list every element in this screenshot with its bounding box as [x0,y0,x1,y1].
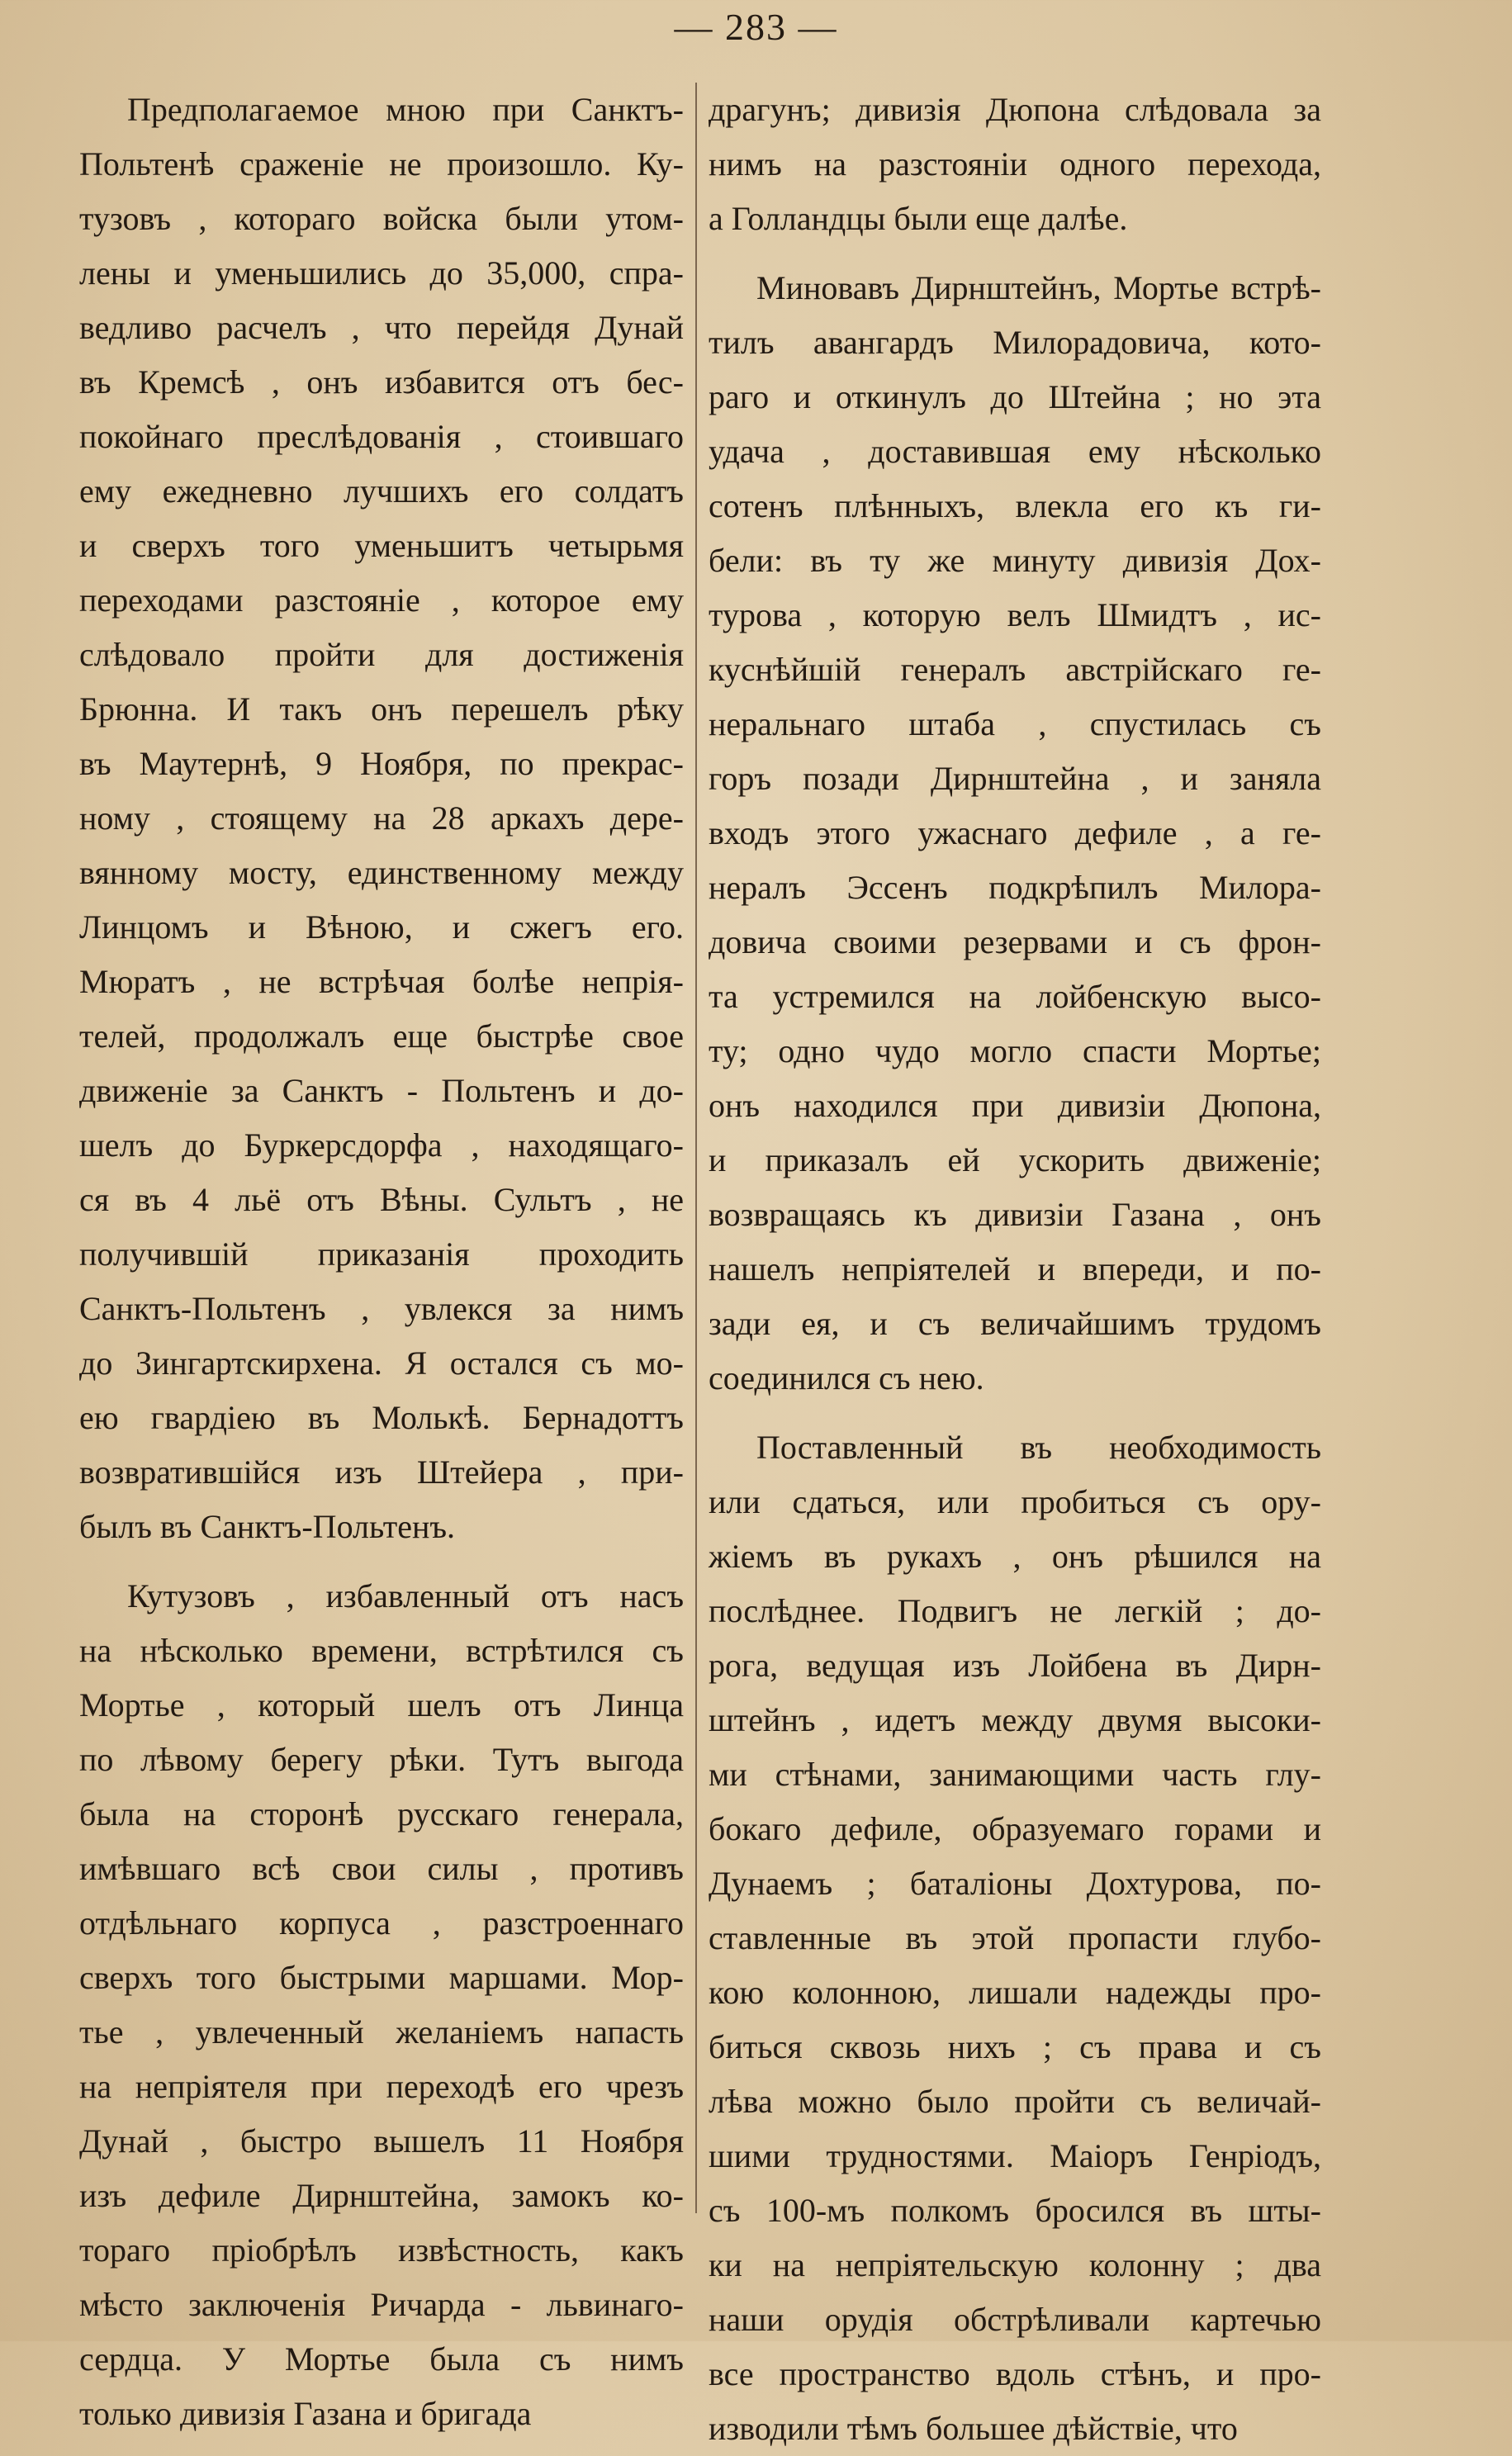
text-line: драгунъ; дивизія Дюпона слѣдовала за [709,91,1321,128]
text-line: шими трудностями. Маіоръ Генріодъ, [709,2137,1321,2174]
text-line: куснѣйшій генералъ австрійскаго ге- [709,651,1321,688]
text-line: биться сквозь нихъ ; съ права и съ [709,2028,1321,2065]
text-line: сотенъ плѣнныхъ, влекла его къ ги- [709,487,1321,524]
text-line: шелъ до Буркерсдорфа , находящаго- [79,1126,684,1164]
text-line: возвращаясь къ дивизіи Газана , онъ [709,1196,1321,1233]
text-line: переходами разстояніе , которое ему [79,581,684,619]
text-line: до Зингартскирхена. Я остался съ мо- [79,1344,684,1382]
text-line: возвратившійся изъ Штейера , при- [79,1453,684,1491]
column-divider [695,83,697,2213]
text-line: бокаго дефиле, образуемаго горами и [709,1810,1321,1847]
text-line: Мюратъ , не встрѣчая болѣе непрія- [79,963,684,1000]
text-line: тилъ авангардъ Милорадовича, кото- [709,324,1321,361]
text-line: по лѣвому берегу рѣки. Тутъ выгода [79,1741,684,1778]
text-line: все пространство вдоль стѣнъ, и про- [709,2355,1321,2392]
text-line: раго и откинулъ до Штейна ; но эта [709,378,1321,415]
text-line: съ 100-мъ полкомъ бросился въ шты- [709,2192,1321,2229]
text-line: и сверхъ того уменьшитъ четырьмя [79,527,684,564]
text-line: довича своими резервами и съ фрон- [709,923,1321,960]
text-line: Дунай , быстро вышелъ 11 Ноября [79,2122,684,2160]
text-line: сердца. У Мортье была съ нимъ [79,2340,684,2378]
text-line: Миновавъ Дирнштейнъ, Мортье встрѣ- [756,269,1321,306]
text-line: Линцомъ и Вѣною, и сжегъ его. [79,908,684,946]
left-column [79,83,684,2441]
page-number: — 283 — [674,6,838,48]
text-line: ки на непріятельскую колонну ; два [709,2246,1321,2283]
text-line: ту; одно чудо могло спасти Мортье; [709,1032,1321,1069]
text-line: нералъ Эссенъ подкрѣпилъ Милора- [709,869,1321,906]
text-line: былъ въ Санктъ-Польтенъ. [79,1508,456,1545]
text-line: ею гвардіею въ Молькѣ. Бернадоттъ [79,1399,684,1436]
paragraph [709,83,1321,246]
text-line: ему ежедневно лучшихъ его солдатъ [79,472,684,510]
text-line: получившій приказанія проходить [79,1235,684,1273]
text-line: Мортье , который шелъ отъ Линца [79,1686,684,1723]
text-line: горъ позади Дирнштейна , и заняла [709,760,1321,797]
text-line: телей, продолжалъ еще быстрѣе свое [79,1017,684,1055]
text-line: ставленные въ этой пропасти глубо- [709,1919,1321,1956]
text-line: на нѣсколько времени, встрѣтился съ [79,1632,684,1669]
text-line: отдѣльнаго корпуса , разстроеннаго [79,1904,684,1942]
text-line: та устремился на лойбенскую высо- [709,978,1321,1015]
text-line: изводили тѣмъ большее дѣйствіе, что [709,2410,1238,2447]
text-line: нимъ на разстояніи одного перехода, [709,145,1321,183]
text-line: Кутузовъ , избавленный отъ насъ [127,1577,684,1614]
paragraph [709,261,1321,1406]
text-line: Санктъ-Польтенъ , увлекся за нимъ [79,1290,684,1327]
text-line: въ Маутернѣ, 9 Ноября, по прекрас- [79,745,684,782]
text-line: бели: въ ту же минуту дивизія Дох- [709,542,1321,579]
text-line: а Голландцы были еще далѣе. [709,200,1128,237]
text-line: нашелъ непріятелей и впереди, и по- [709,1250,1321,1287]
paragraph [709,1420,1321,2456]
text-line: тье , увлеченный желаніемъ напасть [79,2013,684,2051]
paragraph-gap [709,246,1321,261]
text-line: удача , доставившая ему нѣсколько [709,433,1321,470]
text-line: рога, ведущая изъ Лойбена въ Дирн- [709,1647,1321,1684]
text-line: соединился съ нею. [709,1359,984,1396]
text-line: тораго пріобрѣлъ извѣстность, какъ [79,2231,684,2269]
text-line: тузовъ , котораго войска были утом- [79,200,684,237]
text-line: наши орудія обстрѣливали картечью [709,2301,1321,2338]
text-line: на непріятеля при переходѣ его чрезъ [79,2068,684,2105]
text-line: Дунаемъ ; баталіоны Дохтурова, по- [709,1865,1321,1902]
text-line: только дивизія Газана и бригада [79,2395,532,2432]
text-line: ми стѣнами, занимающими часть глу- [709,1756,1321,1793]
paragraph [79,83,684,1554]
text-line: Поставленный въ необходимость [756,1429,1321,1466]
text-line: турова , которую велъ Шмидтъ , ис- [709,596,1321,633]
text-line: въ Кремсѣ , онъ избавится отъ бес- [79,363,684,401]
text-line: вянному мосту, единственному между [79,854,684,891]
text-line: Польтенѣ сраженіе не произошло. Ку- [79,145,684,183]
text-line: мѣсто заключенія Ричарда - львинаго- [79,2286,684,2323]
text-line: ся въ 4 льё отъ Вѣны. Сультъ , не [79,1181,684,1218]
right-column [709,83,1321,2456]
text-line: изъ дефиле Дирнштейна, замокъ ко- [79,2177,684,2214]
text-line: и приказалъ ей ускорить движеніе; [709,1141,1321,1178]
text-line: движеніе за Санктъ - Польтенъ и до- [79,1072,684,1109]
paragraph-gap [79,1554,684,1569]
text-line: лены и уменьшились до 35,000, спра- [79,254,684,292]
text-line: ведливо расчелъ , что перейдя Дунай [79,309,684,346]
text-line: или сдаться, или пробиться съ ору- [709,1483,1321,1520]
paragraph-gap [709,1406,1321,1420]
text-line: лѣва можно было пройти съ величай- [709,2083,1321,2120]
text-line: слѣдовало пройти для достиженія [79,636,684,673]
text-line: была на сторонѣ русскаго генерала, [79,1795,684,1833]
text-line: покойнаго преслѣдованія , стоившаго [79,418,684,455]
text-line: штейнъ , идетъ между двумя высоки- [709,1701,1321,1738]
text-line: неральнаго штаба , спустилась съ [709,705,1321,742]
text-line: имѣвшаго всѣ свои силы , противъ [79,1850,684,1887]
text-line: входъ этого ужаснаго дефиле , а ге- [709,814,1321,851]
text-line: зади ея, и съ величайшимъ трудомъ [709,1305,1321,1342]
text-line: кою колонною, лишали надежды про- [709,1974,1321,2011]
text-line: онъ находился при дивизіи Дюпона, [709,1087,1321,1124]
text-line: жіемъ въ рукахъ , онъ рѣшился на [709,1538,1321,1575]
text-line: послѣднее. Подвигъ не легкій ; до- [709,1592,1321,1629]
paragraph [79,1569,684,2441]
text-line: сверхъ того быстрыми маршами. Мор- [79,1959,684,1996]
text-line: ному , стоящему на 28 аркахъ дере- [79,799,684,837]
text-line: Брюнна. И такъ онъ перешелъ рѣку [79,690,684,728]
text-line: Предполагаемое мною при Санктъ- [127,91,684,128]
